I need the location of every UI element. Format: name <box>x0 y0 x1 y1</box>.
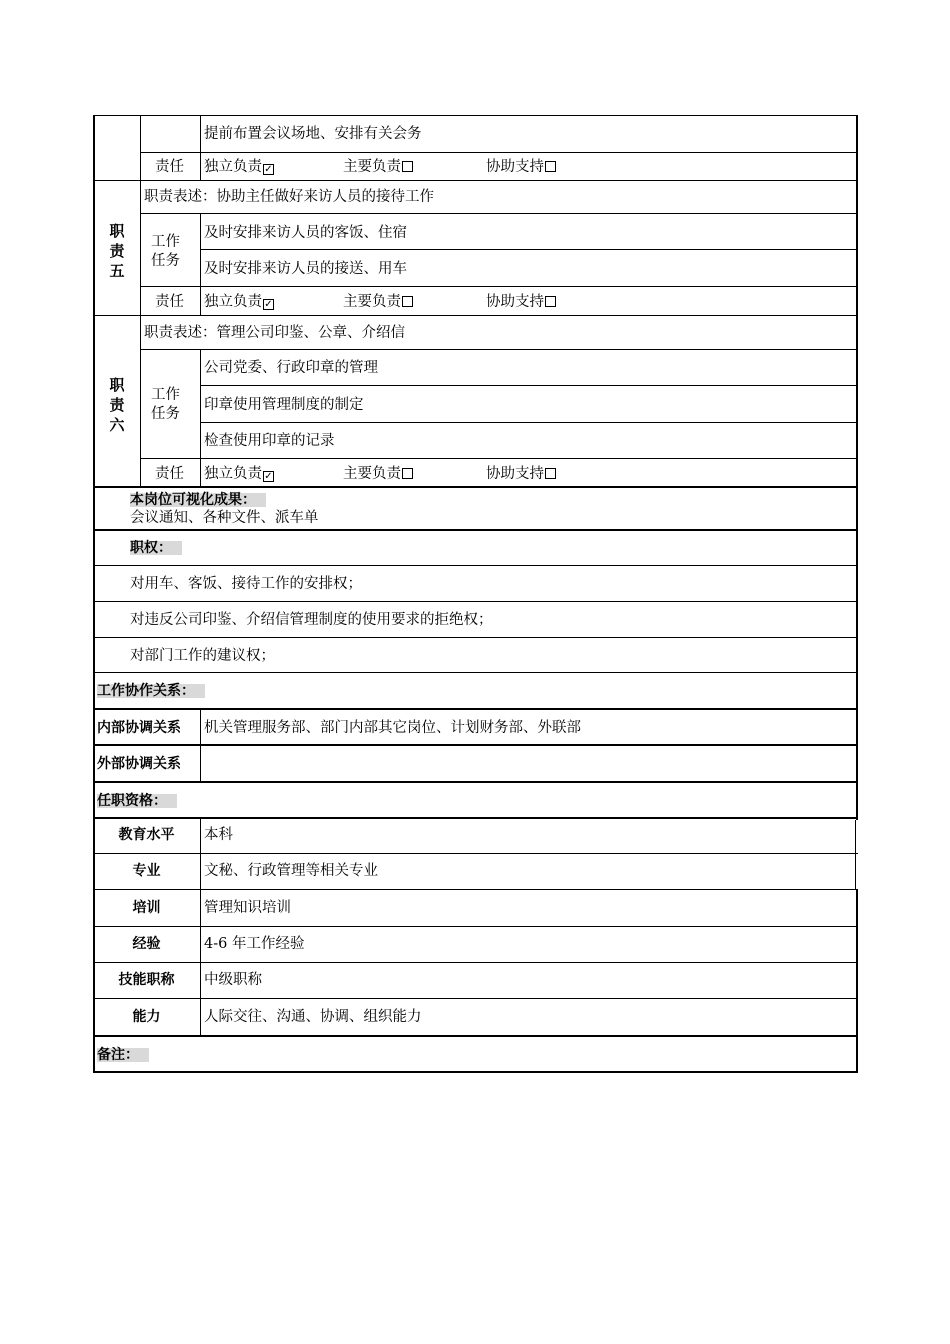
table-top-border <box>93 115 858 116</box>
independent-checkbox[interactable]: ✓ <box>264 164 273 175</box>
duty5-label: 职责五 <box>109 222 125 280</box>
col-divider-2-prev <box>200 115 201 152</box>
duty5-tasks-label: 工作任务 <box>151 234 180 269</box>
assist-checkbox[interactable] <box>545 468 556 479</box>
main-checkbox[interactable] <box>402 296 413 307</box>
col-divider-2-prev-resp <box>200 152 201 180</box>
duty6-resp-assist: 协助支持 <box>486 467 556 482</box>
qual-value-training: 管理知识培训 <box>204 900 291 916</box>
section-line <box>93 529 858 531</box>
duty5-task-2: 及时安排来访人员的接送、用车 <box>204 261 407 277</box>
row-line <box>93 565 858 566</box>
col-divider-2 <box>200 213 201 315</box>
internal-value: 机关管理服务部、部门内部其它岗位、计划财务部、外联部 <box>204 720 581 736</box>
duty6-resp-main: 主要负责 <box>343 467 413 482</box>
table-right-border-mid <box>855 820 856 890</box>
qual-value-major: 文秘、行政管理等相关专业 <box>204 863 378 879</box>
row-line <box>93 926 858 927</box>
qual-value-title: 中级职称 <box>204 972 262 988</box>
qual-label-training: 培训 <box>132 900 161 916</box>
authority-item-2: 对违反公司印鉴、介绍信管理制度的使用要求的拒绝权； <box>130 612 493 628</box>
external-label: 外部协调关系 <box>97 756 181 772</box>
row-line <box>140 458 858 459</box>
row-line <box>93 672 858 673</box>
table-right-border-upper <box>856 115 858 820</box>
col-divider-2 <box>200 349 201 486</box>
col-divider-coop <box>200 710 201 782</box>
duty5-resp-assist: 协助支持 <box>486 295 556 310</box>
duty5-statement: 职责表述：协助主任做好来访人员的接待工作 <box>144 189 434 205</box>
internal-label: 内部协调关系 <box>97 720 181 736</box>
section-line <box>93 817 858 819</box>
qual-label-ability: 能力 <box>132 1009 161 1025</box>
duty5-resp-label: 责任 <box>155 294 184 310</box>
authority-heading: 职权： <box>130 541 182 555</box>
section-line <box>93 708 858 710</box>
row-line <box>93 315 858 316</box>
row-line <box>140 152 858 153</box>
job-description-table <box>93 115 858 1073</box>
section-line <box>93 486 858 488</box>
duty6-statement: 职责表述：管理公司印鉴、公章、介绍信 <box>144 325 405 341</box>
authority-item-1: 对用车、客饭、接待工作的安排权； <box>130 576 362 592</box>
duty6-label-cell <box>93 315 140 486</box>
prev-resp-independent: 独立负责 ✓ <box>204 159 273 175</box>
qual-label-experience: 经验 <box>132 936 161 952</box>
col-divider-1 <box>140 115 141 486</box>
section-line <box>93 781 858 783</box>
row-line <box>93 853 858 854</box>
row-line <box>93 637 858 638</box>
visual-results-content: 会议通知、各种文件、派车单 <box>130 510 319 526</box>
row-line <box>93 180 858 181</box>
table-right-border-lower <box>856 890 858 1073</box>
duty5-resp-main: 主要负责 <box>343 295 413 310</box>
prev-resp-label: 责任 <box>155 159 184 175</box>
table-bottom-border <box>93 1071 858 1073</box>
duty5-resp-independent: 独立负责 ✓ <box>204 294 273 310</box>
row-line <box>200 385 858 386</box>
qual-value-experience: 4-6 年工作经验 <box>204 936 305 952</box>
duty5-label-cell <box>93 180 140 315</box>
duty6-task-3: 检查使用印章的记录 <box>204 433 335 449</box>
col-divider-qual <box>200 819 201 1036</box>
qualifications-heading: 任职资格： <box>97 794 177 808</box>
authority-item-3: 对部门工作的建议权； <box>130 648 275 664</box>
qual-label-major: 专业 <box>132 863 161 879</box>
remarks-heading: 备注： <box>97 1048 149 1062</box>
row-line <box>93 601 858 602</box>
assist-checkbox[interactable] <box>545 296 556 307</box>
row-line <box>200 249 858 250</box>
duty5-task-1: 及时安排来访人员的客饭、住宿 <box>204 225 407 241</box>
qual-label-education: 教育水平 <box>118 827 175 843</box>
main-checkbox[interactable] <box>402 161 413 172</box>
section-line <box>93 744 858 746</box>
duty6-task-2: 印章使用管理制度的制定 <box>204 397 364 413</box>
assist-checkbox[interactable] <box>545 161 556 172</box>
row-line <box>140 213 858 214</box>
row-line <box>140 349 858 350</box>
duty6-tasks-label: 工作任务 <box>151 387 180 422</box>
row-line <box>93 962 858 963</box>
qual-value-ability: 人际交往、沟通、协调、组织能力 <box>204 1009 422 1025</box>
qual-label-title: 技能职称 <box>118 972 175 988</box>
prev-resp-main: 主要负责 <box>343 160 413 175</box>
duty6-resp-independent: 独立负责 ✓ <box>204 466 273 482</box>
row-line <box>93 889 858 890</box>
independent-checkbox[interactable]: ✓ <box>264 471 273 482</box>
duty6-resp-label: 责任 <box>155 466 184 482</box>
prev-resp-assist: 协助支持 <box>486 160 556 175</box>
visual-results-heading: 本岗位可视化成果： <box>130 493 266 507</box>
row-line <box>140 286 858 287</box>
row-line <box>93 998 858 999</box>
section-line <box>93 1035 858 1037</box>
main-checkbox[interactable] <box>402 468 413 479</box>
cooperation-heading: 工作协作关系： <box>97 684 205 698</box>
duty6-label: 职责六 <box>109 376 125 434</box>
qual-value-education: 本科 <box>204 827 233 843</box>
prev-task-text: 提前布置会议场地、安排有关会务 <box>204 126 422 142</box>
independent-checkbox[interactable]: ✓ <box>264 299 273 310</box>
duty6-task-1: 公司党委、行政印章的管理 <box>204 360 378 376</box>
row-line <box>200 422 858 423</box>
